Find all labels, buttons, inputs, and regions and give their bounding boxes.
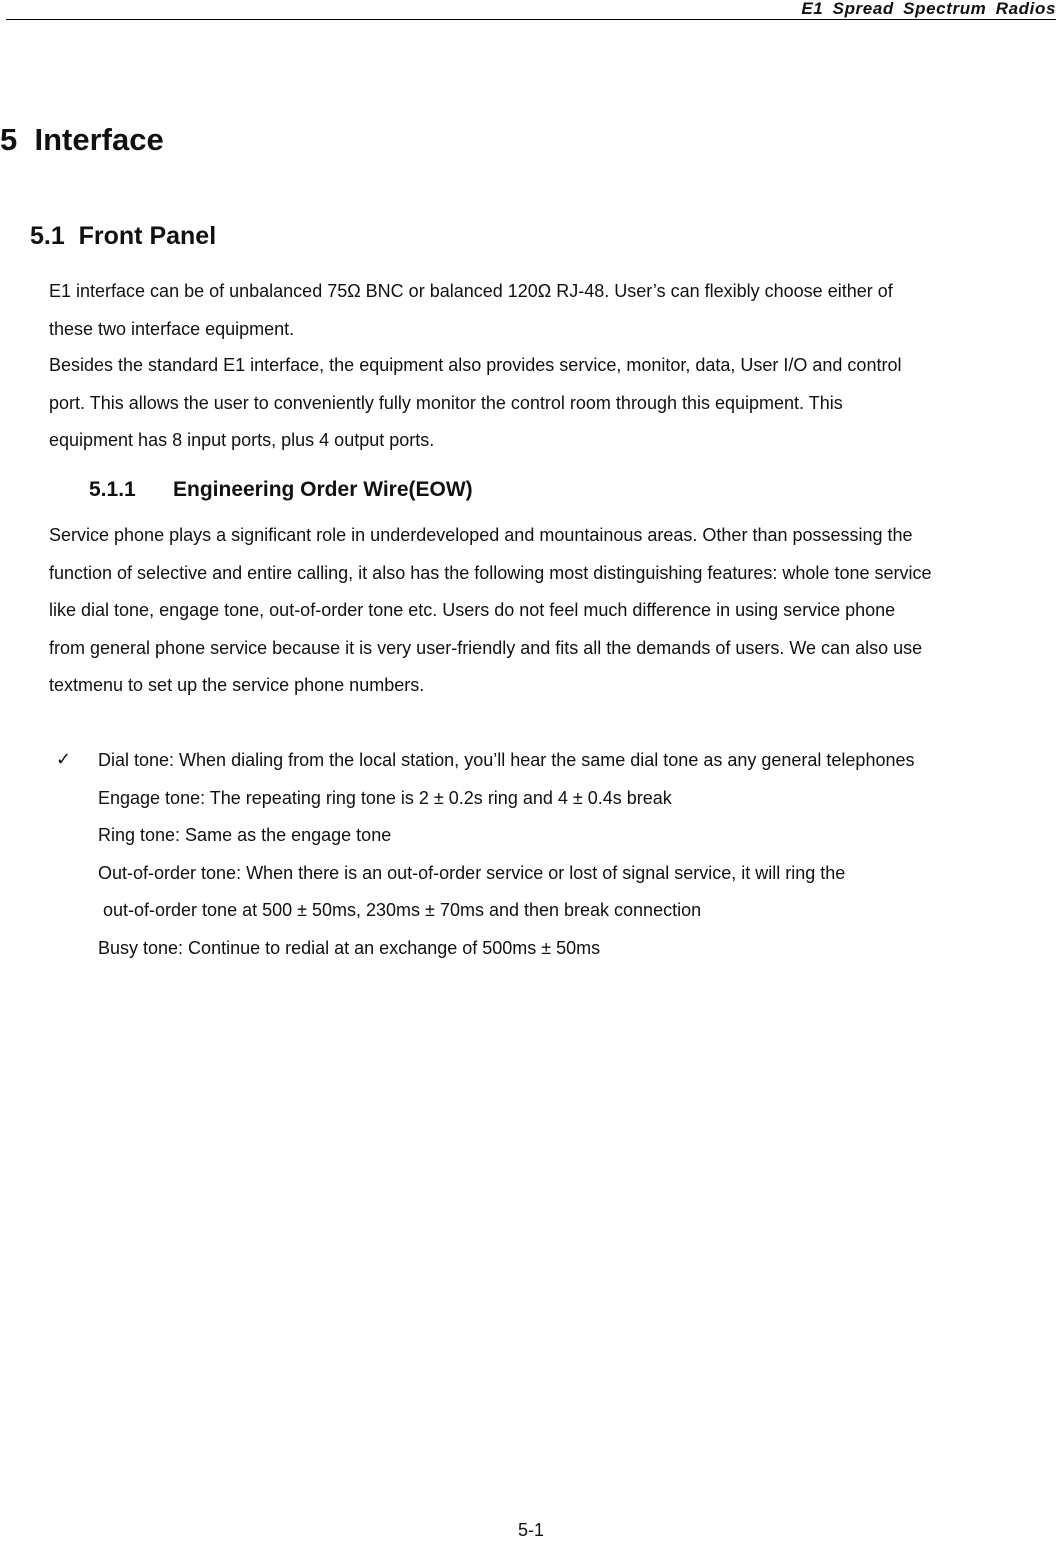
tone-item-engage: Engage tone: The repeating ring tone is 2 ± 0.2s ring and 4 ± 0.4s break: [98, 787, 672, 808]
running-header: E1 Spread Spectrum Radios: [6, 0, 1056, 20]
tone-list: [98, 742, 915, 967]
section-title: 5.1 Front Panel: [30, 222, 217, 250]
paragraph-line: from general phone service because it is very user-friendly and fits all the demands of users. We can also use: [49, 637, 923, 658]
paragraph-line: Service phone plays a significant role in underdeveloped and mountainous areas. Other than possessing the: [49, 525, 913, 545]
tone-item-out-of-order: Out-of-order tone: When there is an out-of-order service or lost of signal service, it will ring the: [98, 862, 846, 883]
subsection-heading: Engineering Order Wire(EOW): [173, 478, 473, 501]
tone-item-ring: Ring tone: Same as the engage tone: [98, 825, 392, 845]
eow-paragraph: [49, 517, 1059, 705]
paragraph-line: Besides the standard E1 interface, the equipment also provides service, monitor, data, User I/O and control: [49, 355, 902, 375]
chapter-title: 5 Interface: [0, 122, 164, 157]
front-panel-paragraph-1: [49, 273, 1059, 348]
front-panel-paragraph-2: [49, 347, 1059, 460]
subsection-title: [89, 478, 473, 502]
paragraph-line: like dial tone, engage tone, out-of-order tone etc. Users do not feel much difference in using service phone: [49, 600, 896, 620]
tone-item-out-of-order-continued: out-of-order tone at 500 ± 50ms, 230ms ± 70ms and then break connection: [103, 900, 702, 920]
paragraph-line: these two interface equipment.: [49, 318, 295, 339]
tone-item-dial: Dial tone: When dialing from the local station, you’ll hear the same dial tone as any general telephones: [98, 750, 915, 770]
subsection-number: 5.1.1: [89, 478, 136, 501]
paragraph-line: port. This allows the user to conveniently fully monitor the control room through this equipment. This: [49, 392, 843, 413]
page-number: 5-1: [517, 1520, 544, 1540]
paragraph-line: equipment has 8 input ports, plus 4 output ports.: [49, 430, 435, 450]
paragraph-line: E1 interface can be of unbalanced 75Ω BNC or balanced 120Ω RJ-48. User’s can flexibly choose either of: [49, 281, 893, 301]
paragraph-line: function of selective and entire calling, it also has the following most distinguishing features: whole tone service: [49, 562, 932, 583]
checkmark-icon: ✓: [56, 749, 72, 770]
paragraph-line: textmenu to set up the service phone numbers.: [49, 675, 425, 695]
tone-item-busy: Busy tone: Continue to redial at an exchange of 500ms ± 50ms: [98, 937, 601, 958]
